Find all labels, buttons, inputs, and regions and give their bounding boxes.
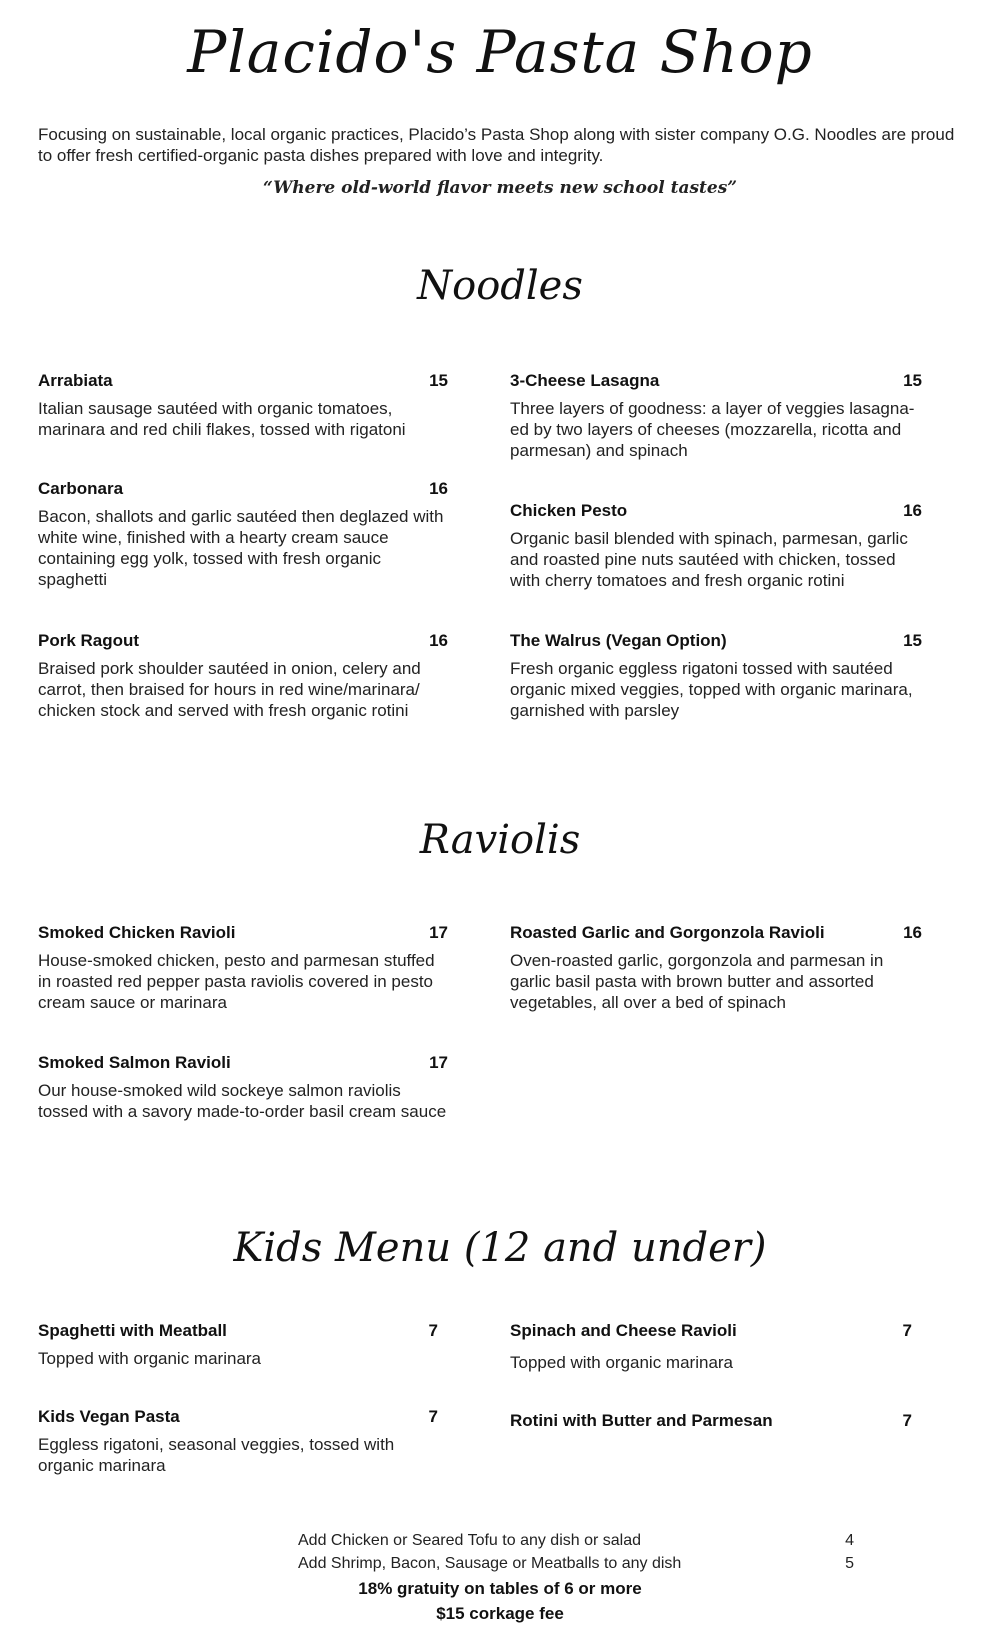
intro-paragraph: Focusing on sustainable, local organic practices, Placido’s Pasta Shop along with sister company O.G. Noodles are proud to offer fresh certified-organic pasta dishes prepared with love and integrity. (38, 125, 955, 165)
item-price: 15 (903, 371, 922, 390)
menu-item (510, 370, 922, 461)
addon-row (298, 1553, 854, 1575)
menu-item (38, 370, 448, 440)
restaurant-title: Placido's Pasta Shop (187, 18, 813, 86)
section-title-noodles: Noodles (417, 263, 583, 309)
item-price: 7 (902, 1411, 912, 1430)
item-price: 15 (903, 631, 922, 650)
tagline: “Where old-world flavor meets new school tastes” (262, 178, 738, 198)
item-price: 16 (903, 501, 922, 520)
item-name: The Walrus (Vegan Option) (510, 631, 727, 650)
item-description: Braised pork shoulder sautéed in onion, celery and carrot, then braised for hours in red wine/marinara/ chicken stock and served with fresh organic rotini (38, 659, 421, 720)
item-price: 16 (429, 479, 448, 498)
item-name: Roasted Garlic and Gorgonzola Ravioli (510, 923, 825, 942)
item-price: 7 (428, 1321, 438, 1340)
item-name: Kids Vegan Pasta (38, 1407, 180, 1426)
item-price: 17 (429, 923, 448, 942)
item-price: 7 (902, 1321, 912, 1340)
menu-item (510, 500, 922, 591)
item-name: Smoked Chicken Ravioli (38, 923, 236, 942)
item-description: Our house-smoked wild sockeye salmon raviolis tossed with a savory made-to-order basil cream sauce (38, 1081, 447, 1121)
item-description: Eggless rigatoni, seasonal veggies, tossed with organic marinara (38, 1435, 395, 1475)
section-title-kids-menu: Kids Menu (12 and under) (233, 1225, 767, 1271)
item-description: Italian sausage sautéed with organic tomatoes, marinara and red chili flakes, tossed with rigatoni (38, 399, 406, 439)
item-name: 3-Cheese Lasagna (510, 371, 660, 390)
gratuity-note: 18% gratuity on tables of 6 or more (358, 1579, 642, 1598)
menu-item (38, 1052, 448, 1122)
addon-label: Add Chicken or Seared Tofu to any dish or salad (298, 1532, 642, 1549)
menu-item (510, 1320, 922, 1373)
item-name: Rotini with Butter and Parmesan (510, 1411, 773, 1430)
menu-item (38, 1406, 448, 1476)
corkage-note: $15 corkage fee (436, 1604, 564, 1623)
menu-item (38, 630, 448, 721)
item-price: 15 (429, 371, 448, 390)
item-description: Three layers of goodness: a layer of veggies lasagna-ed by two layers of cheeses (mozzarella, ricotta and parmesan) and spinach (510, 399, 915, 460)
item-description: House-smoked chicken, pesto and parmesan stuffed in roasted red pepper pasta raviolis covered in pesto cream sauce or marinara (38, 951, 435, 1012)
item-price: 7 (428, 1407, 438, 1426)
item-price: 16 (429, 631, 448, 650)
item-price: 16 (903, 923, 922, 942)
menu-item (38, 922, 448, 1013)
menu-item (38, 478, 448, 590)
item-name: Chicken Pesto (510, 501, 628, 520)
item-description: Oven-roasted garlic, gorgonzola and parmesan in garlic basil pasta with brown butter and assorted vegetables, all over a bed of spinach (510, 951, 884, 1012)
item-description: Fresh organic eggless rigatoni tossed with sautéed organic mixed veggies, topped with organic marinara, garnished with parsley (510, 659, 913, 720)
item-name: Spaghetti with Meatball (38, 1321, 227, 1340)
addon-price: 5 (845, 1555, 854, 1572)
item-price: 17 (429, 1053, 448, 1072)
item-name: Carbonara (38, 479, 124, 498)
menu-item (38, 1320, 448, 1369)
addon-price: 4 (845, 1532, 854, 1549)
addon-row (298, 1530, 854, 1552)
item-description: Topped with organic marinara (38, 1349, 262, 1368)
menu-item (510, 922, 922, 1013)
item-name: Pork Ragout (38, 631, 140, 650)
item-description: Organic basil blended with spinach, parmesan, garlic and roasted pine nuts sautéed with chicken, tossed with cherry tomatoes and fresh organic rotini (510, 529, 908, 590)
item-name: Arrabiata (38, 371, 113, 390)
menu-item (510, 1410, 922, 1432)
item-name: Spinach and Cheese Ravioli (510, 1321, 737, 1340)
section-title-raviolis: Raviolis (419, 817, 581, 863)
addon-label: Add Shrimp, Bacon, Sausage or Meatballs to any dish (298, 1555, 682, 1572)
item-name: Smoked Salmon Ravioli (38, 1053, 231, 1072)
item-description: Topped with organic marinara (510, 1353, 734, 1372)
menu-item (510, 630, 922, 721)
item-description: Bacon, shallots and garlic sautéed then deglazed with white wine, finished with a hearty cream sauce containing egg yolk, tossed with fresh organic spaghetti (38, 507, 444, 589)
